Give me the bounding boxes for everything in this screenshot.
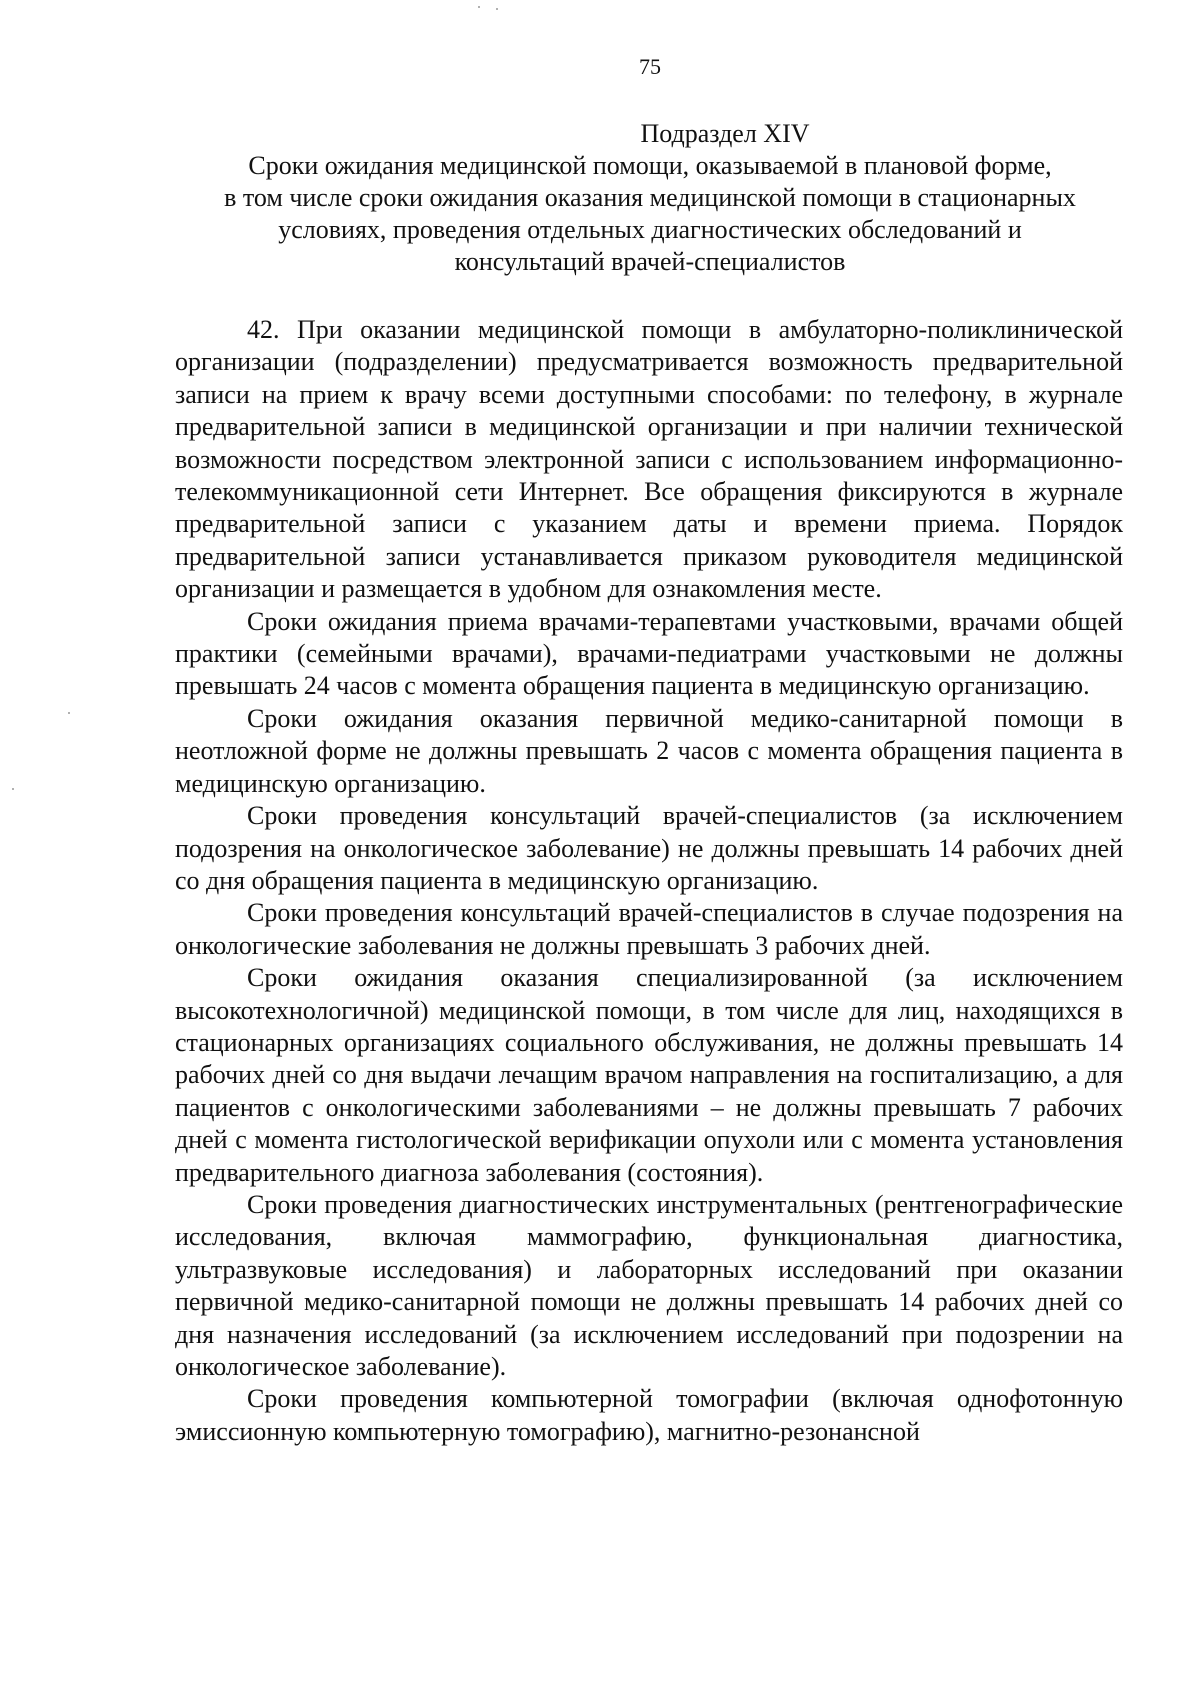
scan-speck — [68, 712, 70, 714]
heading-line: Сроки ожидания медицинской помощи, оказываемой в плановой форме, — [248, 151, 1052, 180]
scan-speck — [12, 788, 14, 790]
document-body — [175, 314, 1123, 1448]
heading-line: консультаций врачей-специалистов — [454, 247, 846, 276]
paragraph: Сроки проведения диагностических инструментальных (рентгенографические исследования, включая маммографию, функциональная диагностика, ультразвуковые исследования) и лабораторных исследований при оказании первичной медико-санитарной помощи не должны превышать 14 рабочих дней со дня назначения исследований (за исключением исследований при подозрении на онкологическое заболевание). — [175, 1189, 1123, 1381]
paragraph: Сроки ожидания оказания специализированной (за исключением высокотехнологичной) медицинской помощи, в том числе для лиц, находящихся в стационарных организациях социального обслуживания, не должны превышать 14 рабочих дней со дня выдачи лечащим врачом направления на госпитализацию, а для пациентов с онкологическими заболеваниями – не должны превышать 7 рабочих дней с момента гистологической верификации опухоли или с момента установления предварительного диагноза заболевания (состояния). — [175, 963, 1123, 1187]
heading-line: в том числе сроки ожидания оказания медицинской помощи в стационарных — [224, 183, 1076, 212]
paragraph-42: 42. При оказании медицинской помощи в амбулаторно-поликлинической организации (подразделении) предусматривается возможность предварительной записи на прием к врачу всеми доступными способами: по телефону, в журнале предварительной записи в медицинской организации и при наличии технической возможности посредством электронной записи с использованием информационно-телекоммуникационной сети Интернет. Все обращения фиксируются в журнале предварительной записи с указанием даты и времени приема. Порядок предварительной записи устанавливается приказом руководителя медицинской организации и размещается в удобном для ознакомления месте. — [175, 315, 1123, 604]
page-number: 75 — [639, 54, 661, 79]
paragraph: Сроки ожидания приема врачами-терапевтами участковыми, врачами общей практики (семейными врачами), врачами-педиатрами участковыми не должны превышать 24 часов с момента обращения пациента в медицинскую организацию. — [175, 606, 1123, 701]
scan-speck — [496, 8, 498, 10]
paragraph: Сроки проведения компьютерной томографии (включая однофотонную эмиссионную компьютерную томографию), магнитно-резонансной — [175, 1384, 1123, 1446]
paragraph: Сроки проведения консультаций врачей-специалистов (за исключением подозрения на онкологическое заболевание) не должны превышать 14 рабочих дней со дня обращения пациента в медицинскую организацию. — [175, 801, 1123, 895]
paragraph: Сроки ожидания оказания первичной медико-санитарной помощи в неотложной форме не должны превышать 2 часов с момента обращения пациента в медицинскую организацию. — [175, 703, 1123, 798]
scan-speck — [478, 6, 480, 8]
subsection-title: Подраздел XIV — [640, 119, 810, 148]
heading-line: условиях, проведения отдельных диагностических обследований и — [278, 215, 1022, 244]
section-heading — [150, 118, 1150, 278]
paragraph: Сроки проведения консультаций врачей-специалистов в случае подозрения на онкологические заболевания не должны превышать 3 рабочих дней. — [175, 898, 1123, 960]
